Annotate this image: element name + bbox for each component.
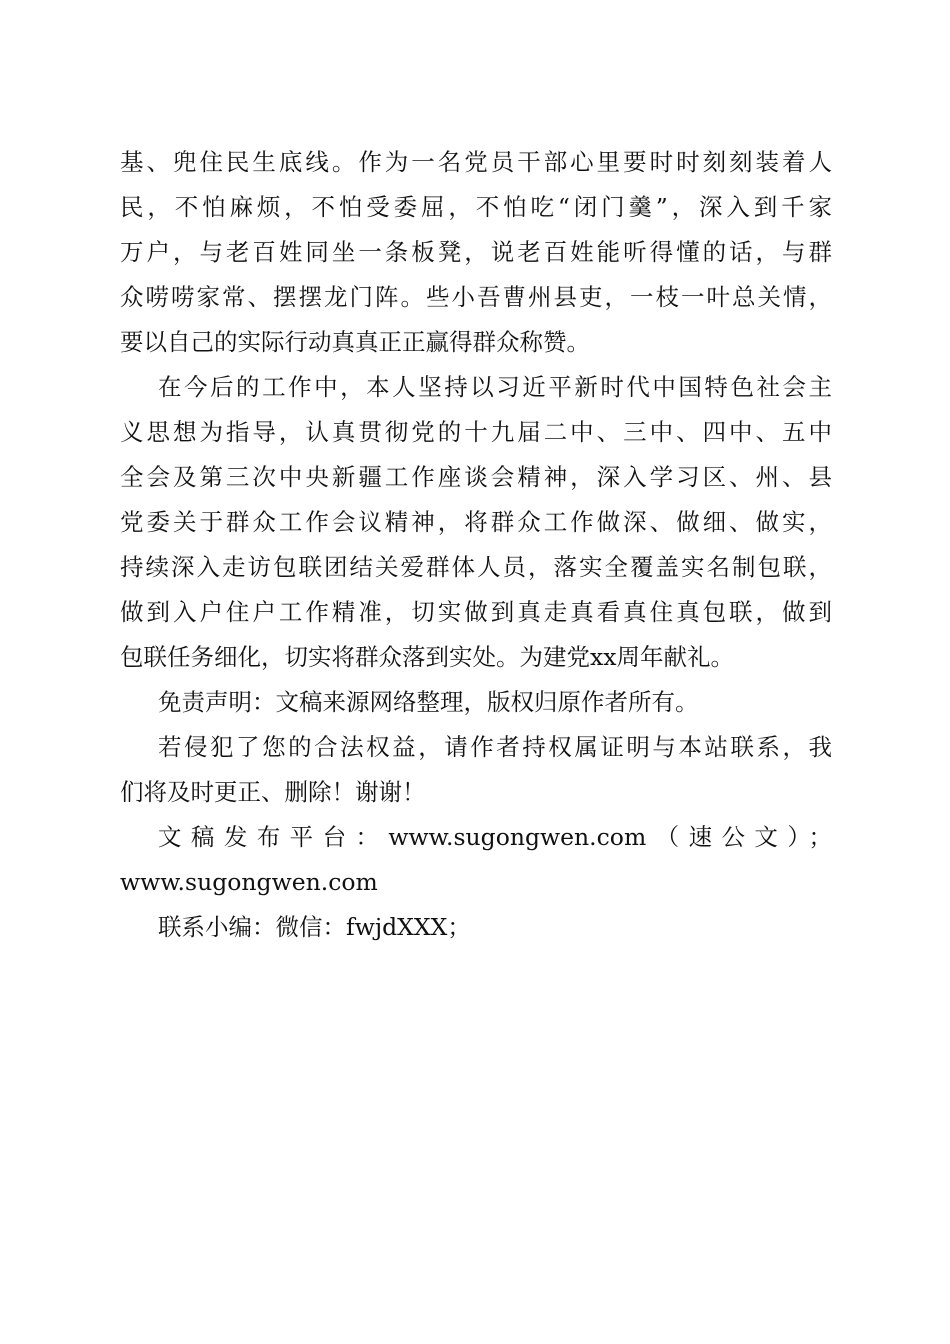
paragraph-future-work xyxy=(120,365,832,680)
infringement-notice xyxy=(120,725,832,815)
paragraph-line: 党委关于群众工作会议精神，将群众工作做深、做细、做实， xyxy=(120,508,832,536)
disclaimer-text: 免责声明：文稿来源网络整理，版权归原作者所有。 xyxy=(158,688,699,716)
paragraph-line: 包联任务细化，切实将群众落到实处。为建党xx周年献礼。 xyxy=(120,643,735,671)
paragraph-line: 要以自己的实际行动真真正正赢得群众称赞。 xyxy=(120,328,590,356)
document-body xyxy=(120,140,832,950)
paragraph-line: 基、兜住民生底线。作为一名党员干部心里要时时刻刻装着人 xyxy=(120,148,832,176)
contact-text: 联系小编：微信：fwjdXXX； xyxy=(158,913,471,941)
paragraph-line: 们将及时更正、删除！谢谢！ xyxy=(120,778,426,806)
paragraph-line: 在今后的工作中，本人坚持以习近平新时代中国特色社会主 xyxy=(158,373,832,401)
paragraph-line: 若侵犯了您的合法权益，请作者持权属证明与本站联系，我 xyxy=(158,733,832,761)
paragraph-continuation xyxy=(120,140,832,365)
paragraph-line: 万户，与老百姓同坐一条板凳，说老百姓能听得懂的话，与群 xyxy=(120,238,832,266)
paragraph-line: 做到入户住户工作精准，切实做到真走真看真住真包联，做到 xyxy=(120,598,832,626)
paragraph-line: 众唠唠家常、摆摆龙门阵。些小吾曹州县吏，一枝一叶总关情， xyxy=(120,283,832,311)
platform-url: www.sugongwen.com xyxy=(120,868,378,896)
platform-notice xyxy=(120,815,832,905)
paragraph-line: 民，不怕麻烦，不怕受委屈，不怕吃“闭门羹”，深入到千家 xyxy=(120,193,832,221)
paragraph-line: 全会及第三次中央新疆工作座谈会精神，深入学习区、州、县 xyxy=(120,463,832,491)
paragraph-line: 义思想为指导，认真贯彻党的十九届二中、三中、四中、五中 xyxy=(120,418,832,446)
paragraph-line: 文稿发布平台：www.sugongwen.com（速公文）； xyxy=(158,823,832,851)
paragraph-line: 持续深入走访包联团结关爱群体人员，落实全覆盖实名制包联， xyxy=(120,553,832,581)
